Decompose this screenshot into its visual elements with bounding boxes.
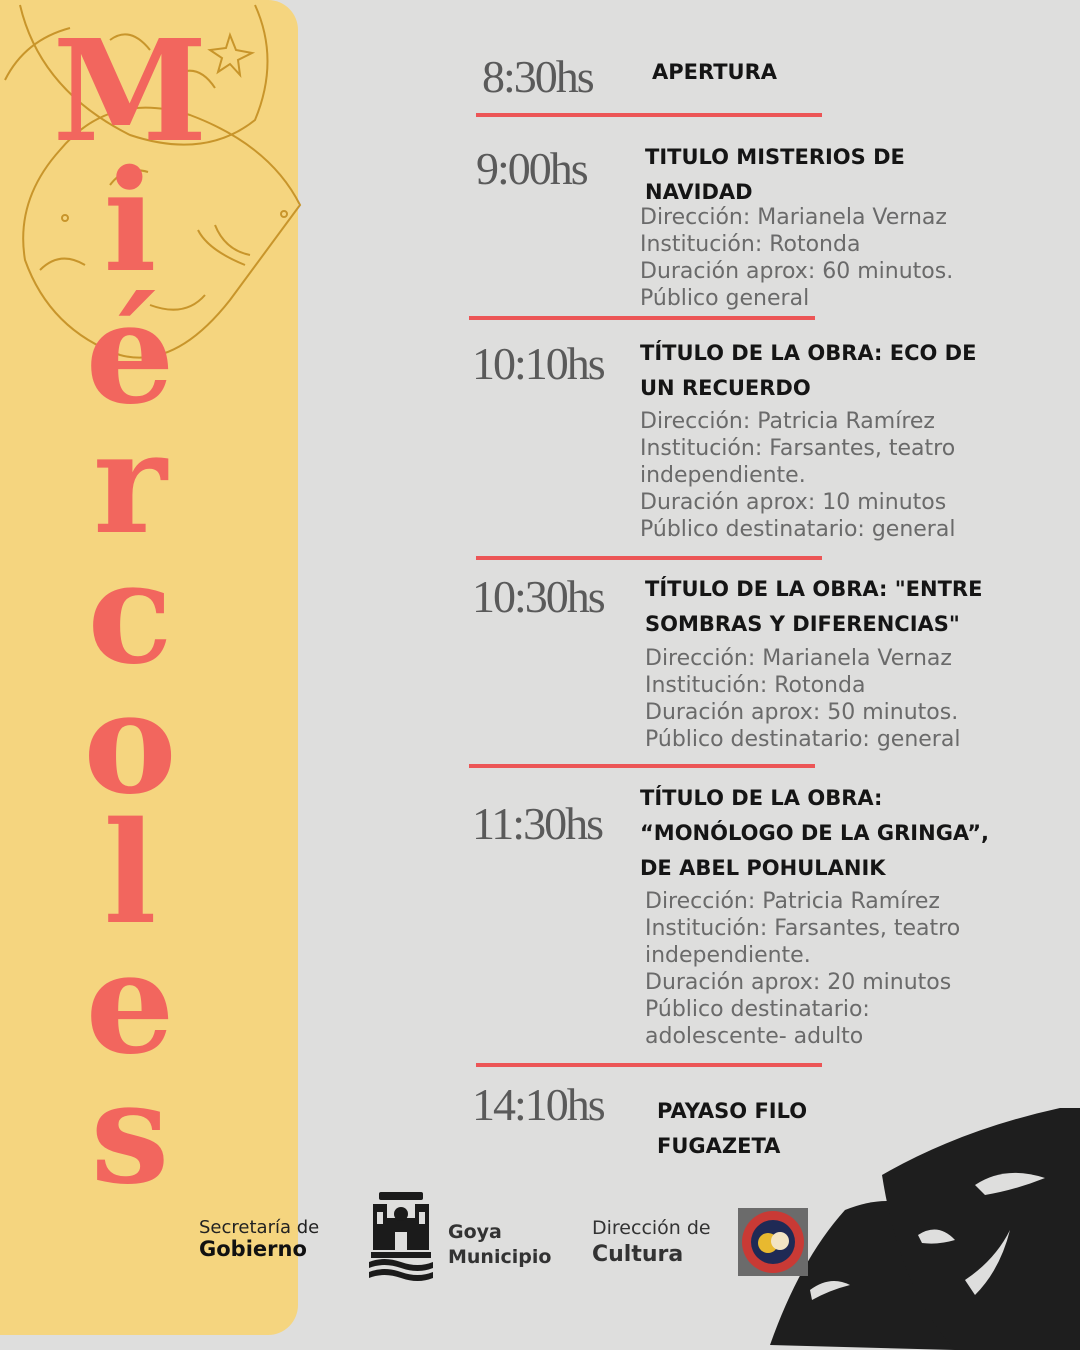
day-letter: s <box>90 1052 170 1216</box>
direccion-cultura-logo <box>592 1215 711 1269</box>
municipio-emblem-icon <box>367 1190 435 1286</box>
schedule-title-line: TÍTULO DE LA OBRA: ECO DE <box>640 341 977 365</box>
detail-line: Institución: Farsantes, teatro <box>645 916 961 941</box>
day-letter: c <box>87 532 173 696</box>
schedule-title <box>645 572 982 642</box>
divider <box>476 556 822 560</box>
detail-line: Dirección: Marianela Vernaz <box>645 646 952 671</box>
detail-line: Institución: Rotonda <box>640 232 861 257</box>
secretaria-top: Secretaría de <box>199 1217 320 1238</box>
schedule-title-line: FUGAZETA <box>657 1134 781 1158</box>
day-letter: M <box>52 10 208 174</box>
divider <box>476 113 822 117</box>
schedule-title-line: TÍTULO DE LA OBRA: "ENTRE <box>645 577 983 601</box>
detail-line: Dirección: Marianela Vernaz <box>640 205 947 230</box>
detail-line: independiente. <box>645 943 811 968</box>
goya-line2: Municipio <box>448 1246 552 1268</box>
detail-line: Duración aprox: 50 minutos. <box>645 700 959 725</box>
detail-line: Público destinatario: general <box>645 727 961 752</box>
day-letter: e <box>85 922 175 1086</box>
schedule-title-line: APERTURA <box>652 60 778 84</box>
schedule-title-line: NAVIDAD <box>645 180 753 204</box>
schedule-time: 10:30hs <box>472 571 604 622</box>
schedule-title <box>640 336 976 406</box>
detail-line: Público destinatario: <box>645 997 870 1022</box>
goya-line1: Goya <box>448 1221 502 1243</box>
schedule-title-line: “MONÓLOGO DE LA GRINGA”, <box>640 821 990 845</box>
detail-line: adolescente- adulto <box>645 1024 864 1049</box>
detail-line: Duración aprox: 20 minutos <box>645 970 952 995</box>
schedule-title-line: SOMBRAS Y DIFERENCIAS" <box>645 612 960 636</box>
schedule-time: 10:10hs <box>472 338 604 389</box>
schedule-title <box>640 781 989 886</box>
day-letter: l <box>103 792 157 956</box>
detail-line: Institución: Farsantes, teatro <box>640 436 956 461</box>
detail-line: Institución: Rotonda <box>645 673 866 698</box>
secretaria-bottom: Gobierno <box>199 1237 307 1261</box>
schedule-title-line: PAYASO FILO <box>657 1099 808 1123</box>
detail-line: Duración aprox: 10 minutos <box>640 490 947 515</box>
schedule-details <box>645 645 960 753</box>
direccion-bottom: Cultura <box>592 1242 684 1267</box>
schedule-title <box>645 140 905 210</box>
schedule-time: 9:00hs <box>476 143 587 194</box>
schedule-title <box>652 55 777 90</box>
direccion-top: Dirección de <box>592 1217 711 1239</box>
detail-line: Dirección: Patricia Ramírez <box>645 889 940 914</box>
day-title <box>52 10 208 1216</box>
schedule-details <box>645 888 960 1050</box>
day-letter: é <box>85 272 175 436</box>
divider <box>476 1063 822 1067</box>
day-letter: r <box>93 402 167 566</box>
day-letter: i <box>103 140 157 304</box>
detail-line: Público general <box>640 286 810 311</box>
detail-line: Público destinatario: general <box>640 517 956 542</box>
schedule-time: 14:10hs <box>472 1079 604 1130</box>
teatro-badge-icon <box>738 1208 808 1276</box>
goya-municipio-logo <box>448 1220 551 1270</box>
schedule-time: 8:30hs <box>482 51 593 102</box>
schedule-time: 11:30hs <box>472 798 602 849</box>
detail-line: independiente. <box>640 463 806 488</box>
secretaria-logo <box>199 1218 319 1260</box>
detail-line: Duración aprox: 60 minutos. <box>640 259 954 284</box>
schedule-details <box>640 408 955 543</box>
schedule-title-line: DE ABEL POHULANIK <box>640 856 886 880</box>
detail-line: Dirección: Patricia Ramírez <box>640 409 935 434</box>
day-letter: o <box>83 662 177 826</box>
schedule-title-line: UN RECUERDO <box>640 376 811 400</box>
divider <box>469 764 815 768</box>
schedule-details <box>640 204 953 312</box>
schedule-title-line: TÍTULO DE LA OBRA: <box>640 786 883 810</box>
schedule-title-line: TITULO MISTERIOS DE <box>645 145 905 169</box>
divider <box>469 316 815 320</box>
